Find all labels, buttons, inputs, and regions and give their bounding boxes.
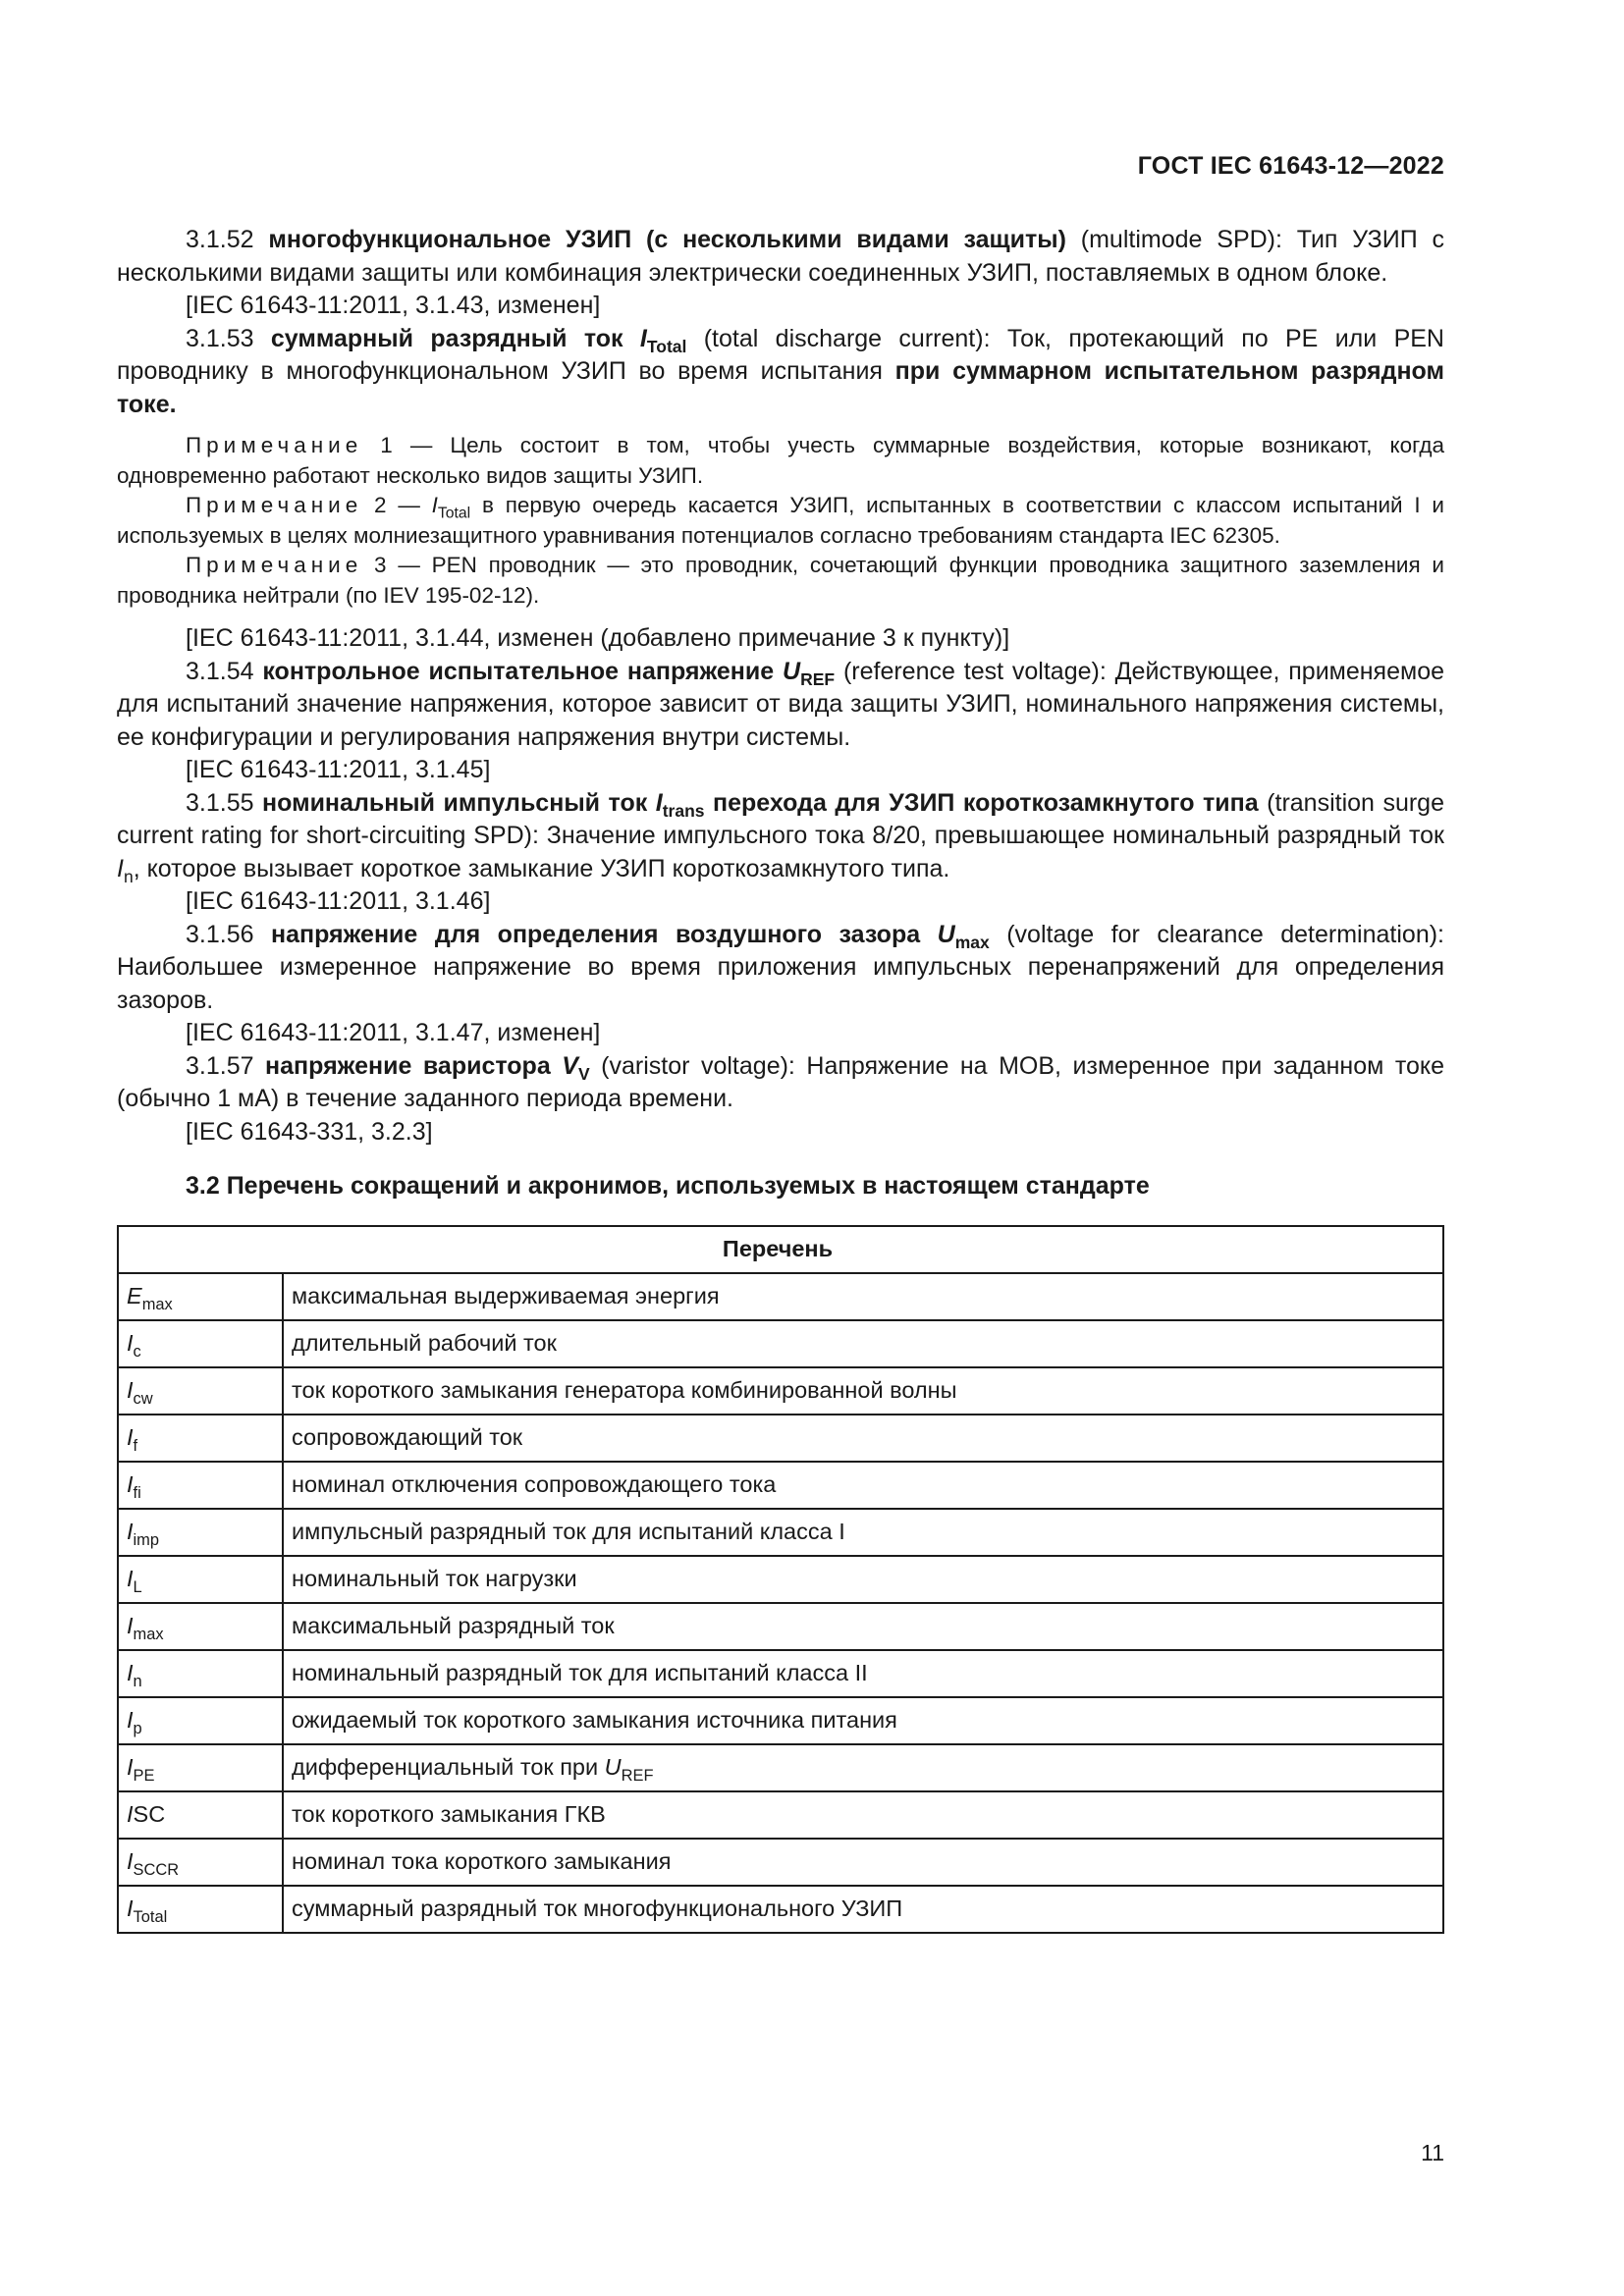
- abbreviation-symbol: $I_L$: [118, 1556, 283, 1603]
- clause-3-1-52: [117, 224, 1444, 290]
- abbreviation-symbol: $I_{Total}$: [118, 1886, 283, 1933]
- table-row: [118, 1509, 1443, 1556]
- note-label: Примечание: [186, 553, 363, 577]
- table-row: [118, 1415, 1443, 1462]
- clause-number: 3.1.54: [186, 657, 263, 685]
- note-label: Примечание: [186, 493, 363, 517]
- table-row: [118, 1603, 1443, 1650]
- abbreviation-description: номинал отключения сопровождающего тока: [283, 1462, 1443, 1509]
- clause-number: 3.1.52: [186, 226, 269, 253]
- clause-number: 3.1.53: [186, 324, 271, 352]
- abbreviation-symbol: $I_{fi}$: [118, 1462, 283, 1509]
- clause-term: номинальный импульсный ток $I_{trans}$ перехода для УЗИП короткозамкнутого типа: [262, 788, 1259, 821]
- table-row: [118, 1650, 1443, 1697]
- note-text: PEN проводник — это проводник, сочетающий функции проводника защитного заземления и проводника нейтрали (по IEV 195-02-12).: [117, 553, 1444, 608]
- abbreviation-description: номинальный ток нагрузки: [283, 1556, 1443, 1603]
- document-id: ГОСТ IEC 61643-12—2022: [1137, 152, 1444, 180]
- note-text: в первую очередь касается УЗИП, испытанных в соответствии с классом испытаний I и используемых в целях молниезащитного уравнивания потенциалов согласно требованиям стандарта IEC 62305.: [117, 493, 1444, 548]
- abbreviation-description: номинальный разрядный ток для испытаний класса II: [283, 1650, 1443, 1697]
- clause-definition: (multimode SPD): Тип УЗИП с несколькими видами защиты или комбинация электрически соединенных УЗИП, поставляемых в одном блоке.: [117, 226, 1445, 287]
- clause-3-1-55: 3.1.55 номинальный импульсный ток $I_{trans}$ перехода для УЗИП короткозамкнутого типа (transition surge current rating for short-circuiting SPD): Значение импульсного тока 8/20, превышающее номинальный разрядный ток $I_n$, которое вызывает короткое замыкание УЗИП короткозамкнутого типа.: [117, 788, 1444, 886]
- clause-definition: (voltage for clearance determination): Наибольшее измеренное напряжение во время приложения импульсных перенапряжений для определения зазоров.: [117, 920, 1445, 1014]
- note-text: Цель состоит в том, чтобы учесть суммарные воздействия, которые возникают, когда одновременно работают несколько видов защиты УЗИП.: [117, 433, 1444, 488]
- clause-reference: [IEC 61643-11:2011, 3.1.43, изменен]: [186, 292, 601, 319]
- clause-term: напряжение для определения воздушного зазора $U_{max}$: [271, 920, 990, 952]
- table-row: [118, 1886, 1443, 1933]
- clause-definition: (reference test voltage): Действующее, применяемое для испытаний значение напряжения, которое зависит от вида защиты УЗИП, номинального напряжения системы, ее конфигурации и регулирования напряжения внутри системы.: [117, 657, 1444, 751]
- clause-number: 3.1.55: [186, 788, 263, 817]
- table-header-row: [118, 1226, 1443, 1273]
- clause-reference: [IEC 61643-331, 3.2.3]: [186, 1117, 433, 1146]
- clause-definition: (total discharge current): Ток, протекающий по PE или PEN проводнику в многофункциональном УЗИП во время испытания: [117, 324, 1444, 385]
- abbreviation-symbol: $I_{max}$: [118, 1603, 283, 1650]
- abbreviation-description: сопровождающий ток: [283, 1415, 1443, 1462]
- table-row: [118, 1697, 1443, 1744]
- clause-number: 3.1.56: [186, 920, 272, 948]
- table-header: Перечень: [118, 1226, 1443, 1273]
- abbreviation-description: длительный рабочий ток: [283, 1320, 1443, 1367]
- abbreviation-symbol: $I_p$: [118, 1697, 283, 1744]
- abbreviation-description: максимальная выдерживаемая энергия: [283, 1273, 1443, 1320]
- table-row: [118, 1462, 1443, 1509]
- abbreviation-description: ток короткого замыкания ГКВ: [283, 1791, 1443, 1839]
- abbreviation-description: суммарный разрядный ток многофункционального УЗИП: [283, 1886, 1443, 1933]
- table-row: [118, 1744, 1443, 1791]
- note-label: Примечание: [186, 433, 363, 457]
- section-3-2-title: 3.2 Перечень сокращений и акронимов, используемых в настоящем стандарте: [186, 1172, 1150, 1200]
- abbreviation-symbol: $I_{cw}$: [118, 1367, 283, 1415]
- abbreviations-table: [117, 1225, 1444, 1934]
- clause-3-1-53: [117, 323, 1444, 422]
- clause-term: напряжение варистора $V_V$: [265, 1051, 590, 1084]
- abbreviation-description: дифференциальный ток при $U_{REF}$: [283, 1744, 1443, 1791]
- abbreviation-description: максимальный разрядный ток: [283, 1603, 1443, 1650]
- clause-reference: [IEC 61643-11:2011, 3.1.46]: [186, 887, 491, 915]
- document-body: [117, 224, 1444, 1934]
- clause-term: суммарный разрядный ток $I_{Total}$: [270, 324, 687, 356]
- abbreviation-symbol: $I_n$: [118, 1650, 283, 1697]
- table-row: [118, 1839, 1443, 1886]
- abbreviation-symbol: $I_{PE}$: [118, 1744, 283, 1791]
- abbreviation-symbol: ISC: [118, 1791, 283, 1839]
- abbreviation-symbol: $E_{max}$: [118, 1273, 283, 1320]
- abbreviation-description: импульсный разрядный ток для испытаний класса I: [283, 1509, 1443, 1556]
- clause-reference: [IEC 61643-11:2011, 3.1.47, изменен]: [186, 1019, 601, 1046]
- abbreviation-description: ожидаемый ток короткого замыкания источника питания: [283, 1697, 1443, 1744]
- clause-term: многофункциональное УЗИП (с несколькими видами защиты): [268, 226, 1066, 253]
- abbreviation-description: номинал тока короткого замыкания: [283, 1839, 1443, 1886]
- note-3: Примечание 3 — PEN проводник — это проводник, сочетающий функции проводника защитного заземления и проводника нейтрали (по IEV 195-02-12).: [117, 553, 1444, 608]
- table-row: [118, 1320, 1443, 1367]
- abbreviation-description: ток короткого замыкания генератора комбинированной волны: [283, 1367, 1443, 1415]
- clause-definition-emphasis: при суммарном испытательном разрядном токе.: [117, 357, 1444, 418]
- table-row: [118, 1273, 1443, 1320]
- abbreviation-symbol: $I_{SCCR}$: [118, 1839, 283, 1886]
- note-2: Примечание 2 — $I_{Total}$ в первую очередь касается УЗИП, испытанных в соответствии с классом испытаний I и используемых в целях молниезащитного уравнивания потенциалов согласно требованиям стандарта IEC 62305.: [117, 493, 1444, 548]
- clause-reference: [IEC 61643-11:2011, 3.1.44, изменен (добавлено примечание 3 к пункту)]: [186, 624, 1010, 652]
- table-row: [118, 1791, 1443, 1839]
- clause-3-1-54: [117, 656, 1444, 755]
- clause-reference: [IEC 61643-11:2011, 3.1.45]: [186, 756, 491, 783]
- abbreviation-symbol: $I_{imp}$: [118, 1509, 283, 1556]
- clause-number: 3.1.57: [186, 1051, 266, 1080]
- table-row: [118, 1367, 1443, 1415]
- table-row: [118, 1556, 1443, 1603]
- note-1: Примечание 1 — Цель состоит в том, чтобы учесть суммарные воздействия, которые возникают, когда одновременно работают несколько видов защиты УЗИП.: [117, 433, 1444, 488]
- clause-3-1-56: [117, 919, 1444, 1018]
- abbreviation-symbol: $I_f$: [118, 1415, 283, 1462]
- clause-3-1-57: [117, 1050, 1444, 1116]
- table-body: [118, 1273, 1443, 1933]
- page-number: 11: [1421, 2140, 1444, 2165]
- clause-term: контрольное испытательное напряжение $U_{REF}$: [262, 657, 836, 689]
- abbreviation-symbol: $I_c$: [118, 1320, 283, 1367]
- clause-definition: (varistor voltage): Напряжение на MOB, измеренное при заданном токе (обычно 1 мА) в течение заданного периода времени.: [117, 1051, 1445, 1112]
- clause-definition: (transition surge current rating for short-circuiting SPD): Значение импульсного тока 8/20, превышающее номинальный разрядный ток: [117, 788, 1444, 849]
